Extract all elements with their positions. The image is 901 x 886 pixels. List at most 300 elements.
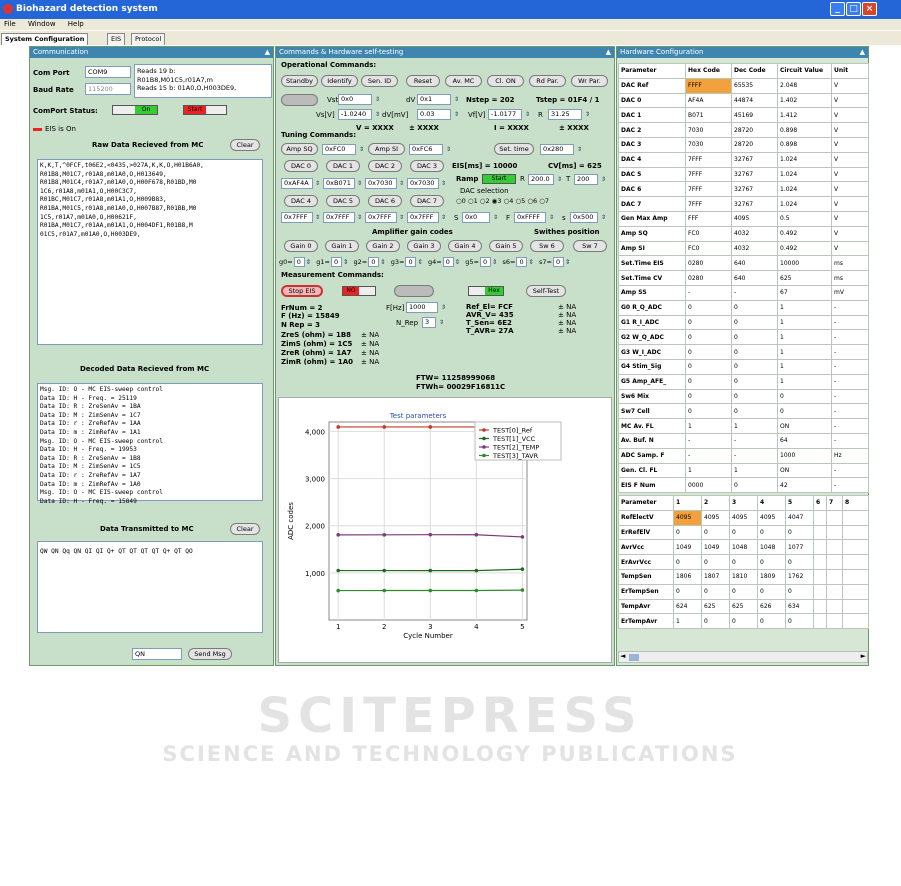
f-input[interactable]: 0xFFFF (514, 212, 546, 223)
nrep-input[interactable]: 3 (422, 317, 436, 328)
dac6-stepper[interactable]: ⇕ (398, 214, 405, 221)
table-cell[interactable]: 4095 (730, 510, 758, 525)
table-cell[interactable]: AvrVcc (619, 540, 674, 555)
table-cell[interactable]: - (832, 404, 869, 419)
table-cell[interactable] (827, 584, 843, 599)
dac7-stepper[interactable]: ⇕ (440, 214, 447, 221)
dv-mv-input[interactable]: 0.03 (417, 109, 451, 120)
column-header[interactable]: Unit (832, 64, 869, 79)
table-cell[interactable]: ErTempAvr (619, 614, 674, 629)
r-stepper[interactable]: ⇕ (584, 111, 591, 118)
table-row[interactable] (619, 93, 869, 108)
table-cell[interactable] (827, 599, 843, 614)
table-cell[interactable]: G1 R_I_ADC (619, 315, 686, 330)
table-cell[interactable]: 1000 (778, 448, 832, 463)
table-row[interactable] (619, 315, 869, 330)
table-cell[interactable]: G5 Amp_AFE_ (619, 374, 686, 389)
table-row[interactable] (619, 359, 869, 374)
table-cell[interactable]: 0 (730, 525, 758, 540)
dac1-button[interactable]: DAC 1 (326, 160, 360, 172)
table-cell[interactable]: - (832, 478, 869, 493)
amp-sq-input[interactable]: 0xFC0 (322, 144, 356, 155)
table-cell[interactable]: 1810 (730, 569, 758, 584)
table-cell[interactable]: 0 (758, 584, 786, 599)
dac7-button[interactable]: DAC 7 (410, 195, 444, 207)
table-cell[interactable]: 0 (732, 389, 778, 404)
table-cell[interactable]: 7030 (686, 137, 732, 152)
vs-input[interactable]: -1.0240 (338, 109, 372, 120)
column-header[interactable]: 4 (758, 496, 786, 511)
table-cell[interactable]: 625 (778, 271, 832, 286)
fhz-input[interactable]: 1000 (406, 302, 438, 313)
table-cell[interactable]: 1048 (758, 540, 786, 555)
table-cell[interactable]: 0 (786, 525, 814, 540)
baud-rate-select[interactable]: 115200 (85, 83, 131, 95)
table-cell[interactable]: 0 (732, 300, 778, 315)
table-cell[interactable]: 0 (730, 614, 758, 629)
table-cell[interactable]: 0.898 (778, 137, 832, 152)
g2-input[interactable]: 0 (368, 257, 379, 267)
table-cell[interactable]: - (832, 345, 869, 360)
table-cell[interactable]: - (832, 389, 869, 404)
table-cell[interactable]: 0 (686, 345, 732, 360)
table-cell[interactable]: 0 (686, 330, 732, 345)
table-row[interactable] (619, 555, 869, 570)
table-cell[interactable]: 1 (778, 374, 832, 389)
table-cell[interactable]: 1 (732, 463, 778, 478)
table-row[interactable] (619, 182, 869, 197)
s-input[interactable]: 0x0 (462, 212, 490, 223)
table-row[interactable] (619, 433, 869, 448)
dac4-stepper[interactable]: ⇕ (314, 214, 321, 221)
dac4-input[interactable]: 0x7FFF (281, 212, 313, 223)
collapse-icon[interactable]: ▲ (859, 48, 865, 56)
table-cell[interactable]: Set.Time EIS (619, 256, 686, 271)
read-params-button[interactable]: Rd Par. (529, 75, 566, 87)
table-cell[interactable]: Amp SI (619, 241, 686, 256)
table-cell[interactable] (814, 614, 827, 629)
table-cell[interactable]: DAC 2 (619, 123, 686, 138)
table-cell[interactable]: - (732, 285, 778, 300)
collapse-icon[interactable]: ▲ (264, 48, 270, 56)
table-cell[interactable]: Amp SS (619, 285, 686, 300)
table-cell[interactable]: 0 (686, 300, 732, 315)
table-cell[interactable]: mV (832, 285, 869, 300)
dac2-input[interactable]: 0x7030 (365, 178, 397, 189)
table-cell[interactable] (843, 569, 869, 584)
g3-stepper[interactable]: ⇕ (417, 258, 423, 266)
dac6-button[interactable]: DAC 6 (368, 195, 402, 207)
table-cell[interactable]: 0 (778, 404, 832, 419)
hex-toggle[interactable] (468, 286, 504, 296)
table-cell[interactable]: G4 Stim_Sig (619, 359, 686, 374)
table-cell[interactable]: Gen Max Amp (619, 211, 686, 226)
table-cell[interactable]: V (832, 78, 869, 93)
table-cell[interactable]: 28720 (732, 123, 778, 138)
table-cell[interactable]: - (832, 315, 869, 330)
set-time-stepper[interactable]: ⇕ (576, 146, 583, 153)
table-cell[interactable]: 0280 (686, 271, 732, 286)
dac0-button[interactable]: DAC 0 (284, 160, 318, 172)
table-cell[interactable]: 28720 (732, 137, 778, 152)
amp-sq-stepper[interactable]: ⇕ (358, 146, 365, 153)
table-cell[interactable]: AF4A (686, 93, 732, 108)
amp-sq-button[interactable]: Amp SQ (281, 143, 318, 155)
table-cell[interactable]: 42 (778, 478, 832, 493)
table-cell[interactable]: 0.898 (778, 123, 832, 138)
table-cell[interactable]: 64 (778, 433, 832, 448)
g1-input[interactable]: 0 (331, 257, 342, 267)
table-cell[interactable]: 1 (778, 315, 832, 330)
dac3-input[interactable]: 0x7030 (407, 178, 439, 189)
table-cell[interactable]: 1 (778, 330, 832, 345)
table-cell[interactable]: 1.402 (778, 93, 832, 108)
table-cell[interactable]: 7FFF (686, 182, 732, 197)
dac1-input[interactable]: 0xB071 (323, 178, 355, 189)
table-cell[interactable]: 1049 (674, 540, 702, 555)
sw6-button[interactable]: Sw 6 (530, 240, 564, 252)
horizontal-scrollbar[interactable] (618, 651, 868, 663)
column-header[interactable]: 1 (674, 496, 702, 511)
table-cell[interactable]: ON (778, 419, 832, 434)
table-cell[interactable]: 0 (732, 374, 778, 389)
table-cell[interactable]: 1 (732, 419, 778, 434)
table-cell[interactable]: DAC 4 (619, 152, 686, 167)
dv-stepper[interactable]: ⇕ (453, 96, 460, 103)
g0-input[interactable]: 0 (294, 257, 305, 267)
table-cell[interactable]: Amp SQ (619, 226, 686, 241)
menu-file[interactable]: File (4, 20, 16, 28)
table-cell[interactable]: 0 (778, 389, 832, 404)
table-cell[interactable]: 2.048 (778, 78, 832, 93)
table-row[interactable] (619, 123, 869, 138)
r-input[interactable]: 31.25 (548, 109, 582, 120)
table-cell[interactable]: 1807 (702, 569, 730, 584)
table-cell[interactable]: V (832, 137, 869, 152)
gain1-button[interactable]: Gain 1 (325, 240, 359, 252)
average-mc-button[interactable]: Av. MC (445, 75, 482, 87)
dac3-stepper[interactable]: ⇕ (440, 180, 447, 187)
menu-help[interactable]: Help (67, 20, 84, 28)
table-cell[interactable]: - (686, 285, 732, 300)
raw-data-textbox[interactable]: K,K,T,^0FCF,t06E2,<0435,>027A,K,K,O,H01B6A0, R01B8,M01C7,r01A8,m01A0,O,H013649, R01B8,M01C4,r01A7,m01A0,O,H00F678,R01BD,M0 1C6,r01A8,m01A1,O,H00C3C7, R01BC,M01C7,r01A8,m01A1,O,H009B83, R01BA,M01C5,r01A8,m01A0,O,H007B87,R01BB,M0 1C5,r01A7,m01A0,O,H00621F, R01BA,M01C7,r01AA,m01A1,O,H004DF1,R01B8,M 01C5,r01A7,m01A0,O,H003DE9, (37, 159, 263, 345)
table-cell[interactable]: ErTempSen (619, 584, 674, 599)
scroll-left-icon[interactable]: ◄ (620, 652, 626, 660)
table-cell[interactable]: ErRefElV (619, 525, 674, 540)
table-cell[interactable]: 0280 (686, 256, 732, 271)
table-cell[interactable] (814, 599, 827, 614)
minimize-button[interactable]: _ (830, 2, 845, 16)
table-row[interactable] (619, 211, 869, 226)
table-cell[interactable]: ADC Samp. F (619, 448, 686, 463)
table-row[interactable] (619, 226, 869, 241)
dac2-stepper[interactable]: ⇕ (398, 180, 405, 187)
table-cell[interactable]: - (832, 374, 869, 389)
radio-icon[interactable]: ○ (527, 197, 534, 205)
table-row[interactable] (619, 152, 869, 167)
dac3-button[interactable]: DAC 3 (410, 160, 444, 172)
tab-system-configuration[interactable]: System Configuration (1, 33, 88, 45)
table-cell[interactable]: G2 W_Q_ADC (619, 330, 686, 345)
table-cell[interactable]: DAC Ref (619, 78, 686, 93)
column-header[interactable]: Hex Code (686, 64, 732, 79)
decoded-data-textbox[interactable]: Msg. ID: O - MC EIS-sweep control Data ID: H - Freq. = 25119 Data ID: R : ZreSenAv = 1BA Data ID: M : ZimSenAv = 1C7 Data ID: r : ZreRefAv = 1AA Data ID: m : ZimRefAv = 1A1 Msg. ID: O - MC EIS-sweep control Data ID: H - Freq. = 19953 Data ID: R : ZreSenAv = 1B8 Data ID: M : ZimSenAv = 1C5 Data ID: r : ZreRefAv = 1A7 Data ID: m : ZimRefAv = 1A0 Msg. ID: O - MC EIS-sweep control Data ID: H - Freq. = 15849 (37, 383, 263, 501)
g4-stepper[interactable]: ⇕ (454, 258, 461, 266)
table-cell[interactable] (843, 510, 869, 525)
table-cell[interactable]: 32767 (732, 182, 778, 197)
table-cell[interactable]: DAC 7 (619, 197, 686, 212)
s7-input[interactable]: 0 (553, 257, 564, 267)
table-row[interactable] (619, 540, 869, 555)
table-cell[interactable]: V (832, 108, 869, 123)
radio-icon[interactable]: ○ (515, 197, 522, 205)
table-cell[interactable]: 0.5 (778, 211, 832, 226)
vf-stepper[interactable]: ⇕ (524, 111, 531, 118)
gain3-button[interactable]: Gain 3 (407, 240, 441, 252)
table-cell[interactable]: 1 (778, 345, 832, 360)
table-cell[interactable]: V (832, 167, 869, 182)
window-title-bar[interactable] (0, 0, 901, 19)
table-row[interactable] (619, 404, 869, 419)
table-row[interactable] (619, 137, 869, 152)
table-cell[interactable]: V (832, 197, 869, 212)
table-cell[interactable]: 0.492 (778, 226, 832, 241)
table-cell[interactable]: TempSen (619, 569, 674, 584)
g5-input[interactable]: 0 (480, 257, 491, 267)
table-cell[interactable]: 0 (674, 525, 702, 540)
table-cell[interactable]: 0 (674, 584, 702, 599)
table-cell[interactable]: 0 (686, 359, 732, 374)
sw7-button[interactable]: Sw 7 (573, 240, 607, 252)
table-cell[interactable]: ms (832, 271, 869, 286)
table-row[interactable] (619, 256, 869, 271)
table-row[interactable] (619, 108, 869, 123)
column-header[interactable]: 6 (814, 496, 827, 511)
table-cell[interactable]: 0 (732, 345, 778, 360)
comport-toggle[interactable] (112, 105, 158, 115)
table-row[interactable] (619, 197, 869, 212)
table-cell[interactable]: 7FFF (686, 152, 732, 167)
table-cell[interactable]: 32767 (732, 167, 778, 182)
write-params-button[interactable]: Wr Par. (571, 75, 608, 87)
table-cell[interactable]: 0 (758, 614, 786, 629)
table-row[interactable] (619, 448, 869, 463)
table-cell[interactable]: EIS F Num (619, 478, 686, 493)
g0-stepper[interactable]: ⇕ (305, 258, 312, 266)
set-time-button[interactable]: Set. time (494, 143, 534, 155)
table-cell[interactable]: ms (832, 256, 869, 271)
table-cell[interactable]: DAC 1 (619, 108, 686, 123)
menu-window[interactable]: Window (27, 20, 56, 28)
table-cell[interactable] (814, 569, 827, 584)
table-cell[interactable] (827, 555, 843, 570)
table-cell[interactable]: V (832, 152, 869, 167)
table-cell[interactable]: 634 (786, 599, 814, 614)
table-cell[interactable]: FFFF (686, 78, 732, 93)
dac6-input[interactable]: 0x7FFF (365, 212, 397, 223)
s2-input[interactable]: 0x500 (570, 212, 598, 223)
table-cell[interactable]: 1049 (702, 540, 730, 555)
table-cell[interactable]: 4032 (732, 241, 778, 256)
transmitted-data-textbox[interactable]: QW QN Qq QN QI QI Q+ QT QT QT QT Q+ QT QO (37, 541, 263, 633)
table-cell[interactable]: 0 (732, 478, 778, 493)
table-cell[interactable] (827, 540, 843, 555)
table-row[interactable] (619, 345, 869, 360)
table-cell[interactable]: - (832, 419, 869, 434)
column-header[interactable]: 5 (786, 496, 814, 511)
table-cell[interactable]: - (732, 448, 778, 463)
fhz-stepper[interactable]: ⇕ (440, 304, 447, 311)
radio-icon[interactable]: ○ (467, 197, 474, 205)
table-cell[interactable]: 0 (686, 389, 732, 404)
table-cell[interactable]: G0 R_Q_ADC (619, 300, 686, 315)
table-cell[interactable]: 7FFF (686, 197, 732, 212)
table-cell[interactable]: 626 (758, 599, 786, 614)
set-time-input[interactable]: 0x280 (540, 144, 574, 155)
table-cell[interactable]: - (832, 463, 869, 478)
send-message-input[interactable]: QN (132, 648, 182, 660)
g1-stepper[interactable]: ⇕ (342, 258, 349, 266)
table-cell[interactable]: 1 (778, 359, 832, 374)
table-cell[interactable]: 0 (686, 315, 732, 330)
stop-eis-button[interactable]: Stop EIS (281, 285, 323, 297)
table-cell[interactable]: 624 (674, 599, 702, 614)
reset-button[interactable]: Reset (406, 75, 440, 87)
dac2-button[interactable]: DAC 2 (368, 160, 402, 172)
collapse-icon[interactable]: ▲ (605, 48, 611, 56)
ramp-t-input[interactable]: 200 (574, 174, 598, 185)
tab-protocol[interactable]: Protocol (131, 33, 165, 45)
table-cell[interactable]: 1 (686, 463, 732, 478)
table-row[interactable] (619, 525, 869, 540)
table-cell[interactable]: Set.Time CV (619, 271, 686, 286)
table-cell[interactable]: 0 (786, 614, 814, 629)
close-button[interactable]: × (862, 2, 877, 16)
column-header[interactable]: 3 (730, 496, 758, 511)
table-cell[interactable]: 45169 (732, 108, 778, 123)
dac7-input[interactable]: 0x7FFF (407, 212, 439, 223)
vf-input[interactable]: -1.0177 (488, 109, 522, 120)
table-cell[interactable]: 1 (674, 614, 702, 629)
amp-si-button[interactable]: Amp SI (368, 143, 405, 155)
table-cell[interactable] (843, 540, 869, 555)
amp-si-input[interactable]: 0xFC6 (409, 144, 443, 155)
table-cell[interactable]: 4095 (758, 510, 786, 525)
g5-stepper[interactable]: ⇕ (491, 258, 498, 266)
table-cell[interactable]: 1809 (758, 569, 786, 584)
no-toggle[interactable] (342, 286, 376, 296)
table-cell[interactable]: 0 (702, 614, 730, 629)
table-cell[interactable]: 0 (732, 359, 778, 374)
table-cell[interactable]: DAC 3 (619, 137, 686, 152)
table-cell[interactable] (827, 614, 843, 629)
scroll-thumb[interactable] (629, 654, 639, 661)
table-cell[interactable] (814, 525, 827, 540)
table-cell[interactable] (814, 540, 827, 555)
tab-eis[interactable]: EIS (107, 33, 125, 45)
table-cell[interactable]: 0 (758, 525, 786, 540)
column-header[interactable]: Parameter (619, 496, 674, 511)
table-cell[interactable]: V (832, 182, 869, 197)
table-cell[interactable]: 0 (702, 525, 730, 540)
table-cell[interactable] (843, 555, 869, 570)
table-cell[interactable]: Av. Buf. N (619, 433, 686, 448)
table-cell[interactable] (843, 525, 869, 540)
table-cell[interactable]: 7030 (686, 123, 732, 138)
table-cell[interactable]: 0 (758, 555, 786, 570)
radio-icon[interactable]: ○ (479, 197, 486, 205)
clear-transmitted-button[interactable]: Clear (230, 523, 260, 535)
ramp-start-toggle[interactable]: Start (482, 174, 516, 184)
clear-raw-button[interactable]: Clear (230, 139, 260, 151)
self-test-button[interactable]: Self-Test (526, 285, 566, 297)
table-cell[interactable]: 32767 (732, 152, 778, 167)
table-cell[interactable] (843, 599, 869, 614)
table-cell[interactable]: FFF (686, 211, 732, 226)
table-cell[interactable]: - (686, 433, 732, 448)
dac0-input[interactable]: 0xAF4A (281, 178, 313, 189)
dac1-stepper[interactable]: ⇕ (356, 180, 363, 187)
table-cell[interactable]: V (832, 93, 869, 108)
table-cell[interactable]: V (832, 226, 869, 241)
table-row[interactable] (619, 419, 869, 434)
table-cell[interactable] (814, 584, 827, 599)
table-cell[interactable]: ON (778, 463, 832, 478)
table-cell[interactable]: - (832, 300, 869, 315)
table-cell[interactable]: 67 (778, 285, 832, 300)
table-cell[interactable]: - (832, 359, 869, 374)
table-cell[interactable] (814, 510, 827, 525)
column-header[interactable]: Parameter (619, 64, 686, 79)
table-row[interactable] (619, 78, 869, 93)
send-message-button[interactable]: Send Msg (188, 648, 232, 660)
vs-stepper[interactable]: ⇕ (374, 111, 381, 118)
table-cell[interactable]: 1.024 (778, 197, 832, 212)
table-cell[interactable]: G3 W_I_ADC (619, 345, 686, 360)
column-header[interactable]: Circuit Value (778, 64, 832, 79)
table-cell[interactable]: 4095 (674, 510, 702, 525)
gain2-button[interactable]: Gain 2 (366, 240, 400, 252)
s6-input[interactable]: 0 (516, 257, 527, 267)
table-cell[interactable]: 4032 (732, 226, 778, 241)
table-cell[interactable]: 0 (786, 555, 814, 570)
s-stepper[interactable]: ⇕ (492, 214, 499, 221)
table-cell[interactable]: 7FFF (686, 167, 732, 182)
table-row[interactable] (619, 463, 869, 478)
vst-input[interactable]: 0x0 (338, 94, 372, 105)
table-cell[interactable]: FC0 (686, 241, 732, 256)
table-cell[interactable]: 0 (702, 584, 730, 599)
dac5-stepper[interactable]: ⇕ (356, 214, 363, 221)
table-row[interactable] (619, 478, 869, 493)
table-cell[interactable]: 1 (778, 300, 832, 315)
table-cell[interactable] (814, 555, 827, 570)
table-row[interactable] (619, 389, 869, 404)
dac5-input[interactable]: 0x7FFF (323, 212, 355, 223)
table-row[interactable] (619, 584, 869, 599)
table-cell[interactable]: 1806 (674, 569, 702, 584)
table-row[interactable] (619, 374, 869, 389)
table-row[interactable] (619, 167, 869, 182)
table-cell[interactable]: V (832, 211, 869, 226)
table-cell[interactable]: 0 (732, 404, 778, 419)
table-row[interactable] (619, 285, 869, 300)
scroll-right-icon[interactable]: ► (860, 652, 866, 660)
table-cell[interactable]: 1077 (786, 540, 814, 555)
table-cell[interactable]: 0 (674, 555, 702, 570)
table-cell[interactable]: TempAvr (619, 599, 674, 614)
table-row[interactable] (619, 241, 869, 256)
